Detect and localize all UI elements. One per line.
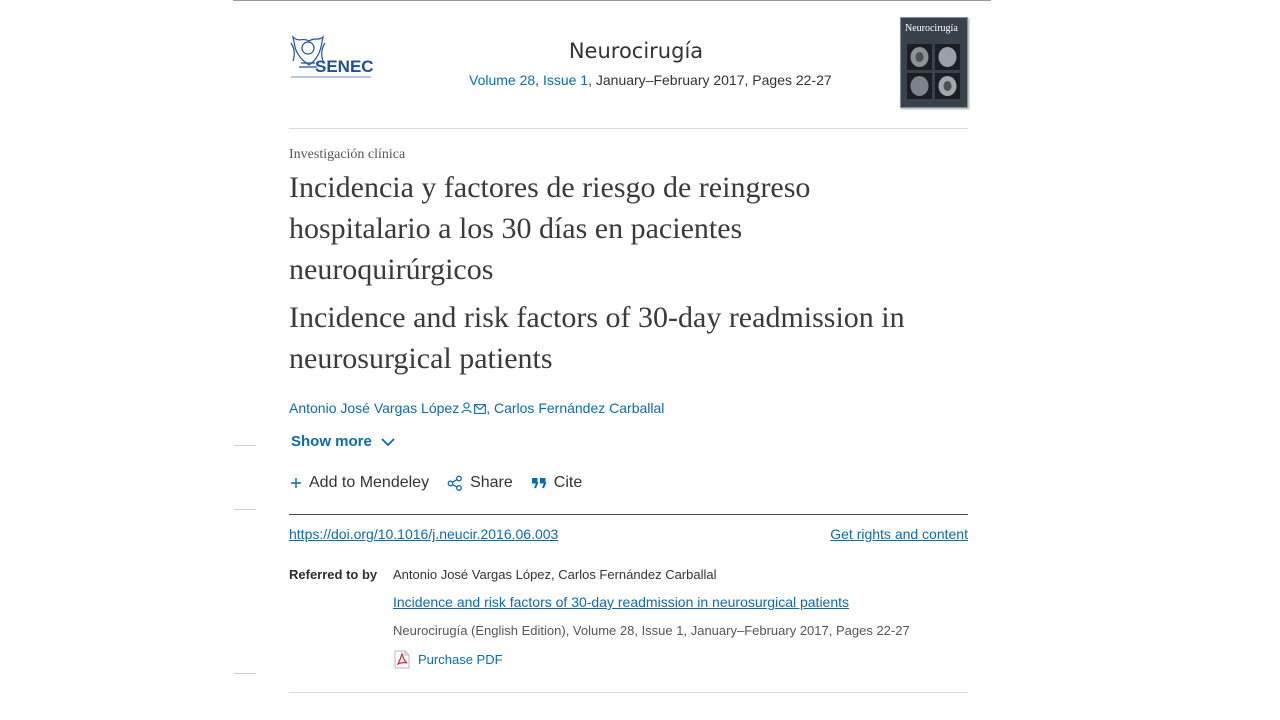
volume-link[interactable]: Volume 28 [469,72,536,88]
header-divider [289,128,968,129]
logo-text: SENEC [315,57,374,76]
plus-icon [290,477,302,489]
pdf-icon [393,650,411,669]
share-icon [447,475,463,491]
referred-source: Neurocirugía (English Edition), Volume 28, Issue 1, January–February 2017, Pages 22-27 [393,623,910,638]
section-divider [289,692,968,693]
add-to-mendeley-button[interactable] [290,474,429,492]
author-link[interactable]: Antonio José Vargas López [289,400,460,416]
rights-link[interactable]: Get rights and content [830,526,968,542]
chevron-down-icon [381,438,395,447]
journal-title[interactable]: Neurocirugía [568,39,704,63]
issue-link[interactable]: Issue 1 [542,72,589,88]
senec-emblem-icon [289,33,375,81]
referred-authors: Antonio José Vargas López, Carlos Fernández Carballal [393,567,717,582]
referred-label: Referred to by [289,567,378,582]
cite-button[interactable] [531,474,582,492]
doi-link[interactable]: https://doi.org/10.1016/j.neucir.2016.06.003 [289,526,559,542]
author-separator: , [486,400,494,416]
journal-cover-image[interactable] [900,17,968,108]
side-marker [234,673,256,674]
page-top-border [233,0,991,1]
person-icon[interactable] [461,401,472,417]
show-more-label: Show more [291,433,372,450]
brain-scan-icon [901,18,967,107]
article-title-spanish: Incidencia y factores de riesgo de reingreso hospitalario a los 30 días en pacientes neuroquirúrgicos [289,171,811,286]
cite-label: Cite [553,474,583,491]
envelope-icon[interactable] [474,401,486,417]
side-marker [234,509,256,510]
referred-article-link[interactable]: Incidence and risk factors of 30-day readmission in neurosurgical patients [393,594,850,610]
share-button[interactable] [447,474,513,492]
senec-logo[interactable] [289,33,375,81]
mendeley-label: Add to Mendeley [309,474,430,491]
author-link[interactable]: Carlos Fernández Carballal [493,400,665,416]
side-marker [234,445,256,446]
cover-title: Neurocirugía [905,23,958,34]
toolbar-divider [289,514,968,515]
article-toolbar [290,474,582,492]
author-list [289,400,664,417]
purchase-pdf-label: Purchase PDF [418,652,503,667]
article-section: Investigación clínica [289,147,406,162]
share-label: Share [470,474,513,491]
article-title-english: Incidence and risk factors of 30-day readmission in neurosurgical patients [289,301,905,375]
issue-line: Volume 28, Issue 1, January–February 2017, Pages 22-27 [469,72,832,88]
show-more-button[interactable] [291,433,395,450]
purchase-pdf-button[interactable] [393,650,503,669]
quote-icon [531,477,547,489]
issue-date-pages: , January–February 2017, Pages 22-27 [588,72,832,88]
